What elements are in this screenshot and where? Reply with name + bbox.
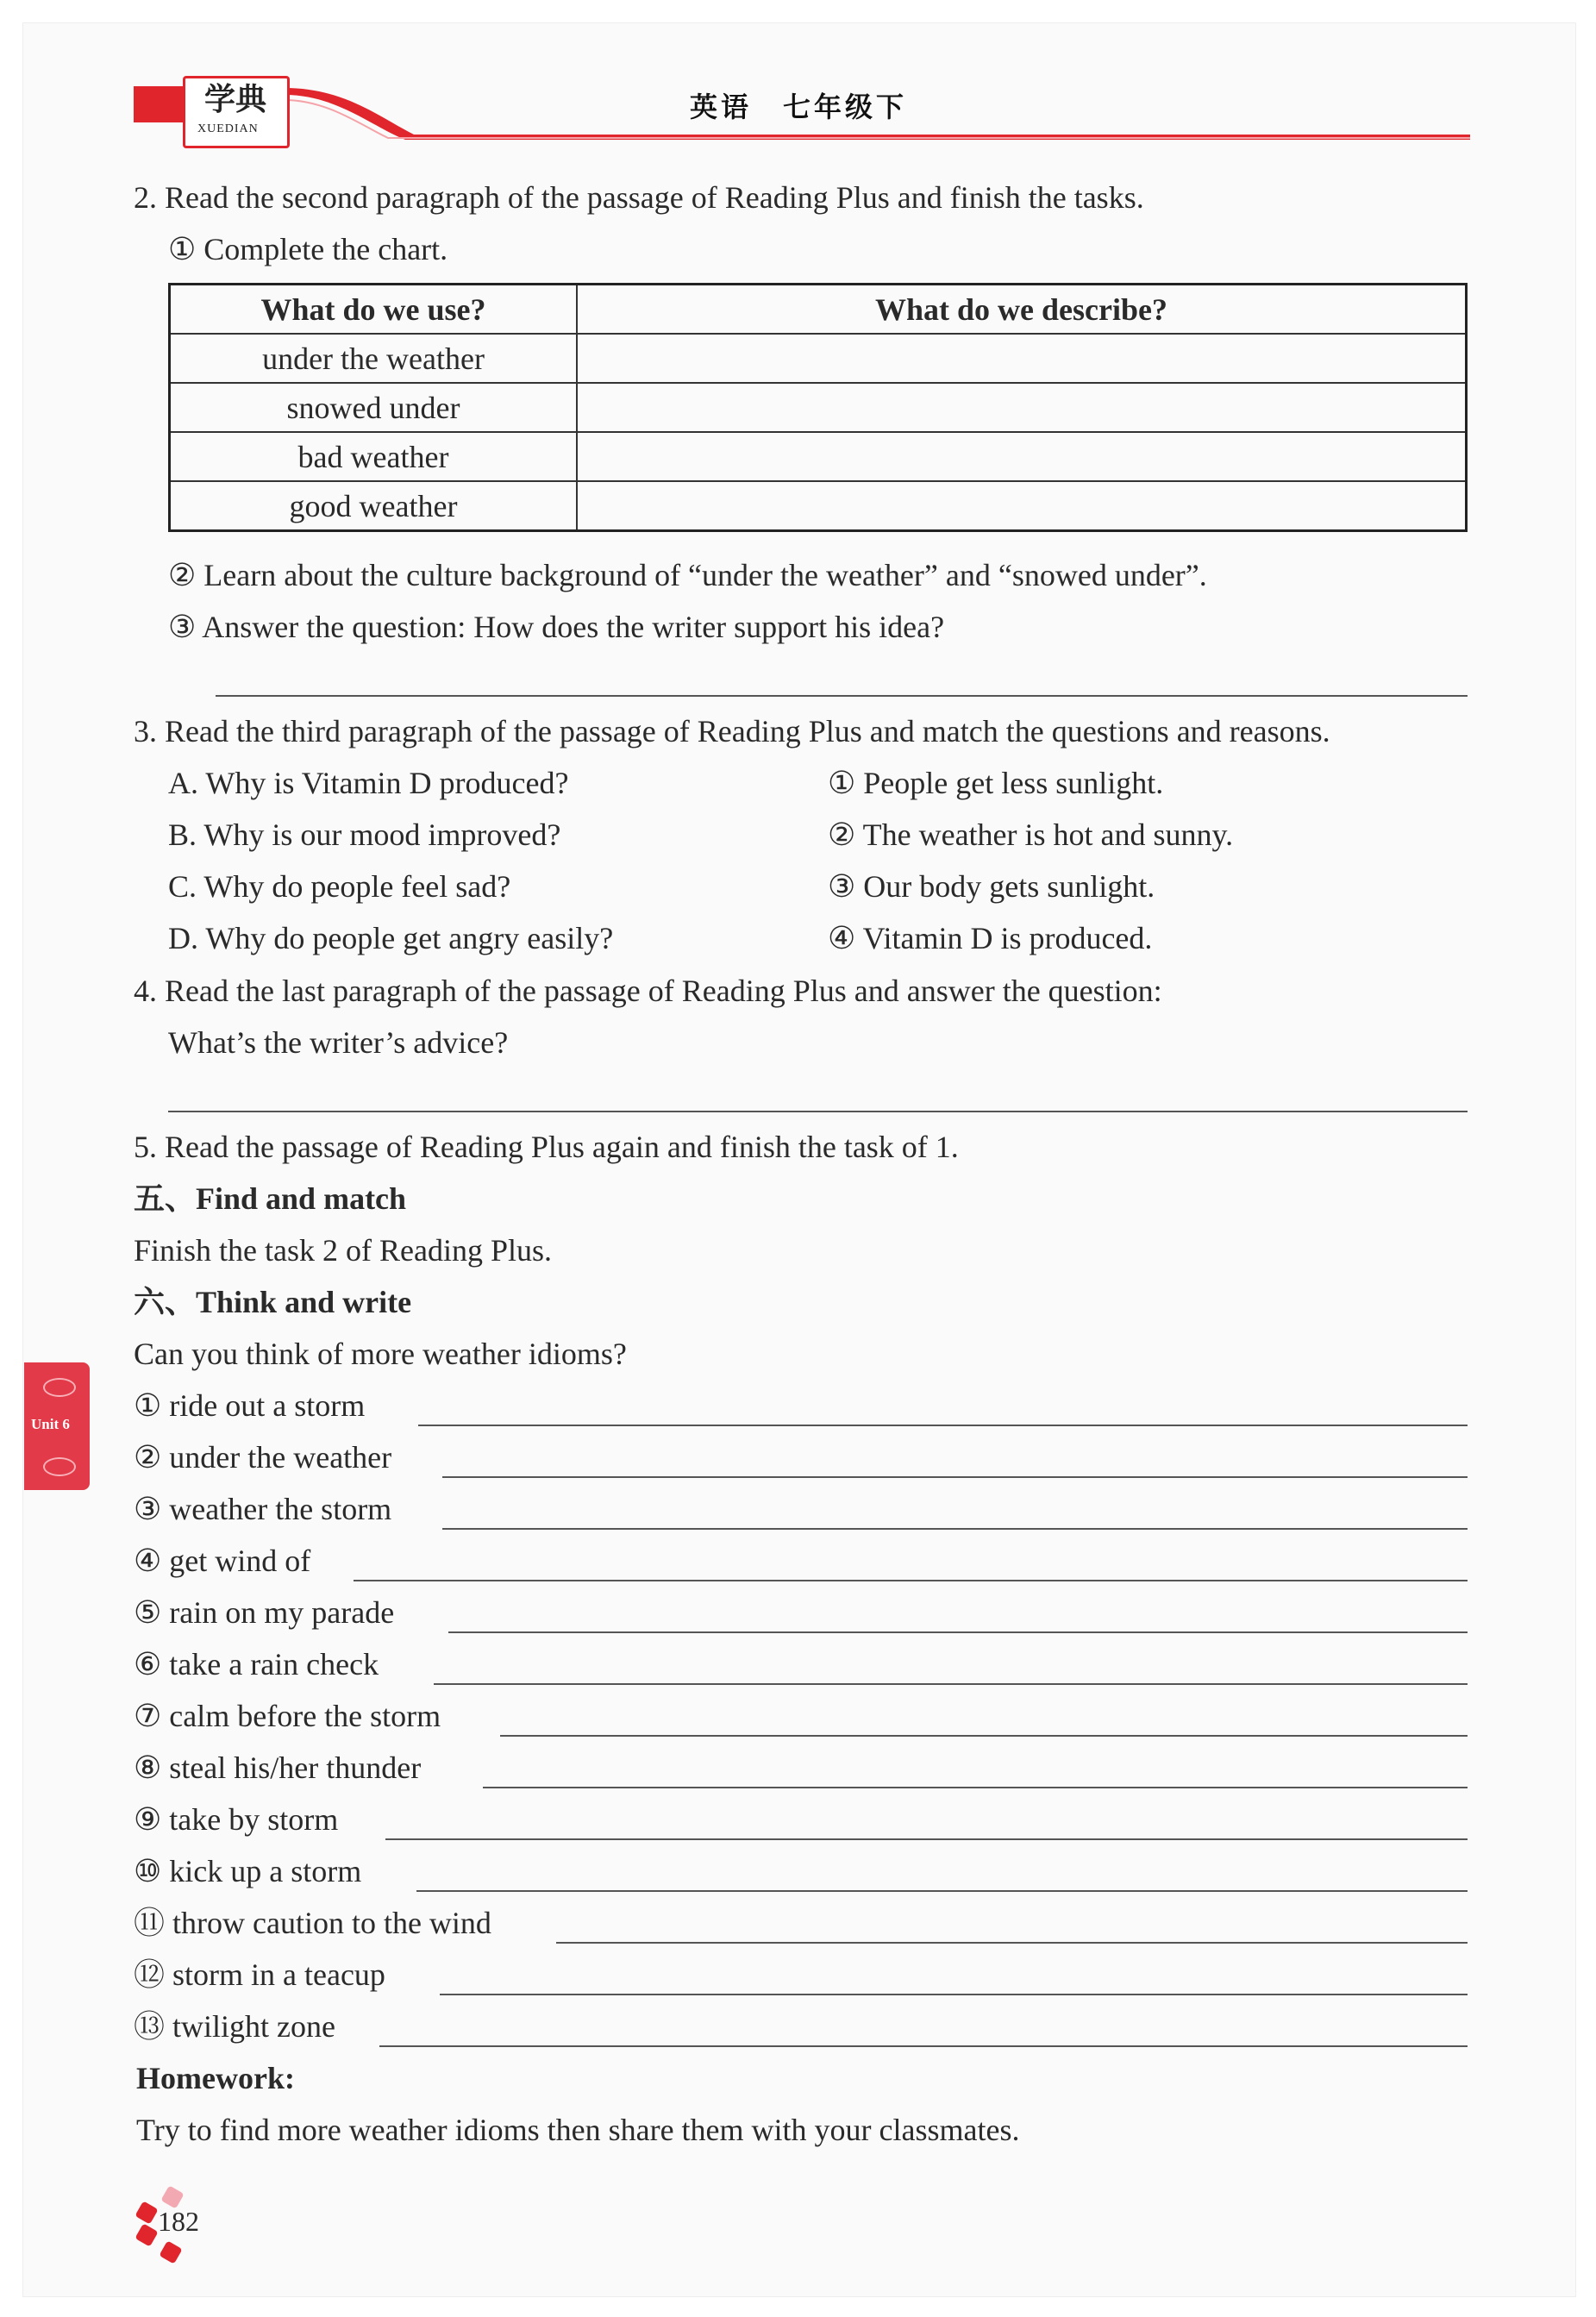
chart-row bbox=[170, 383, 1467, 432]
chart-cell-answer[interactable] bbox=[577, 432, 1467, 481]
idiom-answer-line[interactable] bbox=[385, 1838, 1468, 1840]
swirl-ornament-icon bbox=[43, 1378, 76, 1397]
idiom-item: ③ weather the storm bbox=[134, 1492, 392, 1526]
idiom-answer-line[interactable] bbox=[434, 1683, 1468, 1685]
idiom-answer-line[interactable] bbox=[379, 2045, 1468, 2047]
idiom-item: ⑧ steal his/her thunder bbox=[134, 1750, 422, 1785]
idiom-answer-line[interactable] bbox=[556, 1942, 1468, 1944]
q3-reason-4: ④ Vitamin D is produced. bbox=[828, 921, 1153, 955]
q5-text: 5. Read the passage of Reading Plus again and finish the task of 1. bbox=[134, 1130, 959, 1164]
idiom-answer-line[interactable] bbox=[442, 1476, 1468, 1478]
idiom-answer-line[interactable] bbox=[440, 1994, 1468, 1995]
q3-intro: 3. Read the third paragraph of the passage of Reading Plus and match the questions and reasons. bbox=[134, 714, 1330, 748]
q4-question: What’s the writer’s advice? bbox=[168, 1025, 509, 1060]
idiom-item: ④ get wind of bbox=[134, 1544, 311, 1578]
chart-row bbox=[170, 481, 1467, 531]
idiom-answer-line[interactable] bbox=[500, 1735, 1468, 1737]
idiom-answer-line[interactable] bbox=[418, 1425, 1468, 1426]
unit-tab-label: Unit 6 bbox=[31, 1416, 70, 1432]
q2-step3: ③ Answer the question: How does the writer support his idea? bbox=[168, 610, 945, 644]
q4-answer-line[interactable] bbox=[168, 1111, 1468, 1112]
q2-answer-line[interactable] bbox=[216, 695, 1468, 697]
logo-text: 学典 bbox=[204, 82, 267, 116]
q3-question-b: B. Why is our mood improved? bbox=[168, 817, 561, 852]
idiom-item: ⑦ calm before the storm bbox=[134, 1699, 441, 1733]
page-number: 182 bbox=[158, 2206, 199, 2237]
idiom-item: ⑨ take by storm bbox=[134, 1802, 339, 1837]
chart-cell-answer[interactable] bbox=[577, 334, 1467, 383]
swirl-ornament-icon bbox=[43, 1457, 76, 1476]
chart-row bbox=[170, 334, 1467, 383]
idiom-item: ⑫ storm in a teacup bbox=[134, 1957, 385, 1992]
chart-header-describe: What do we describe? bbox=[577, 285, 1467, 335]
idiom-item: ② under the weather bbox=[134, 1440, 392, 1475]
q3-question-a: A. Why is Vitamin D produced? bbox=[168, 766, 569, 800]
q3-reason-3: ③ Our body gets sunlight. bbox=[828, 869, 1155, 904]
logo-subtext: XUEDIAN bbox=[197, 122, 259, 135]
idiom-item: ⑬ twilight zone bbox=[134, 2009, 335, 2044]
idiom-item: ⑪ throw caution to the wind bbox=[134, 1906, 491, 1940]
q3-question-c: C. Why do people feel sad? bbox=[168, 869, 511, 904]
q2-step1: ① Complete the chart. bbox=[168, 232, 448, 266]
q2-step2: ② Learn about the culture background of “under the weather” and “snowed under”. bbox=[168, 558, 1207, 592]
idiom-chart bbox=[168, 283, 1468, 532]
q3-question-d: D. Why do people get angry easily? bbox=[168, 921, 614, 955]
chart-cell-idiom: good weather bbox=[170, 481, 578, 531]
idiom-answer-line[interactable] bbox=[442, 1528, 1468, 1530]
idiom-item: ① ride out a storm bbox=[134, 1388, 366, 1423]
header-title: 英语 七年级下 bbox=[690, 91, 908, 122]
section5-text: Finish the task 2 of Reading Plus. bbox=[134, 1233, 552, 1268]
homework-heading: Homework: bbox=[136, 2061, 295, 2095]
homework-text: Try to find more weather idioms then share them with your classmates. bbox=[136, 2113, 1020, 2147]
section6-heading: 六、Think and write bbox=[134, 1285, 412, 1319]
idiom-answer-line[interactable] bbox=[416, 1890, 1468, 1892]
q3-reason-2: ② The weather is hot and sunny. bbox=[828, 817, 1234, 852]
idiom-answer-line[interactable] bbox=[483, 1787, 1468, 1788]
chart-cell-answer[interactable] bbox=[577, 383, 1467, 432]
idiom-answer-line[interactable] bbox=[354, 1580, 1468, 1581]
idiom-answer-line[interactable] bbox=[448, 1631, 1468, 1633]
q3-reason-1: ① People get less sunlight. bbox=[828, 766, 1164, 800]
chart-cell-idiom: under the weather bbox=[170, 334, 578, 383]
chart-row bbox=[170, 432, 1467, 481]
chart-cell-idiom: bad weather bbox=[170, 432, 578, 481]
idiom-item: ⑥ take a rain check bbox=[134, 1647, 379, 1681]
section5-heading: 五、Find and match bbox=[134, 1181, 407, 1216]
chart-header-use: What do we use? bbox=[170, 285, 578, 335]
chart-header-row bbox=[170, 285, 1467, 335]
idiom-item: ⑤ rain on my parade bbox=[134, 1595, 395, 1630]
chart-cell-idiom: snowed under bbox=[170, 383, 578, 432]
q4-intro: 4. Read the last paragraph of the passage of Reading Plus and answer the question: bbox=[134, 974, 1162, 1008]
idiom-item: ⑩ kick up a storm bbox=[134, 1854, 362, 1888]
section6-prompt: Can you think of more weather idioms? bbox=[134, 1337, 627, 1371]
q2-intro: 2. Read the second paragraph of the passage of Reading Plus and finish the tasks. bbox=[134, 180, 1144, 215]
chart-cell-answer[interactable] bbox=[577, 481, 1467, 531]
unit-side-tab bbox=[24, 1362, 90, 1490]
logo bbox=[183, 76, 290, 148]
